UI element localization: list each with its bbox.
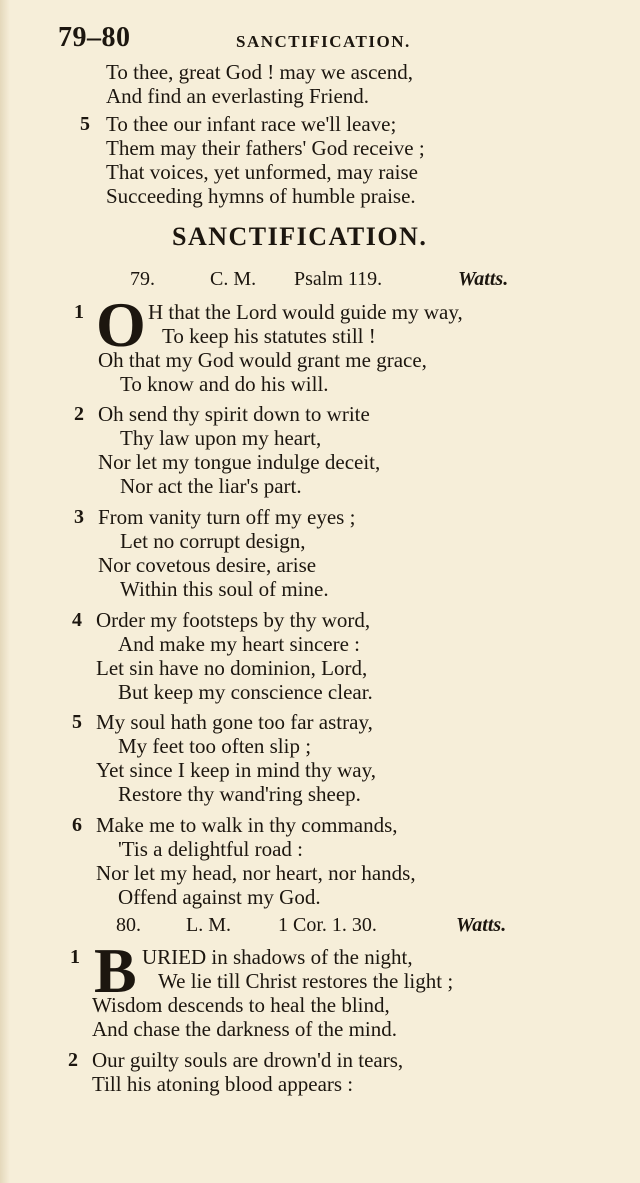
verse-line: Restore thy wand'ring sheep. [118,782,361,806]
verse-line: Within this soul of mine. [120,577,329,601]
verse-number: 5 [80,113,90,135]
verse-line: To keep his statutes still ! [162,324,376,348]
verse-line: Let sin have no dominion, Lord, [96,656,368,680]
verse-line: Offend against my God. [118,885,321,909]
drop-cap: O [96,289,146,360]
verse-line: Oh that my God would grant me grace, [98,348,427,372]
verse-line: My soul hath gone too far astray, [96,710,373,734]
verse-line: But keep my conscience clear. [118,680,373,704]
page-number: 79–80 [58,22,131,53]
hymn-author: Watts. [456,914,507,936]
verse-line: Make me to walk in thy commands, [96,813,398,837]
verse-line: Order my footsteps by thy word, [96,608,371,632]
verse-line: Nor covetous desire, arise [98,553,317,577]
page-edge-shadow [0,0,10,1183]
verse-line: Oh send thy spirit down to write [98,402,370,426]
verse-line: Nor act the liar's part. [120,474,302,498]
verse-line: From vanity turn off my eyes ; [98,505,356,529]
hymn-79-header [72,268,592,294]
verse-line: 'Tis a delightful road : [118,837,304,861]
verse-line: Nor let my head, nor heart, nor hands, [96,861,416,885]
verse-line: To know and do his will. [120,372,329,396]
page-header [58,22,578,56]
hymn-author: Watts. [458,268,509,290]
hymn-meter: L. M. [186,914,231,936]
verse-line: Succeeding hymns of humble praise. [106,184,416,208]
verse-line: Nor let my tongue indulge deceit, [98,450,381,474]
hymn-source: 1 Cor. 1. 30. [278,914,377,936]
section-title: SANCTIFICATION. [172,222,428,251]
drop-cap: B [94,935,137,1006]
verse-number: 5 [72,711,82,733]
verse-line: Yet since I keep in mind thy way, [96,758,376,782]
verse-number: 1 [70,946,80,968]
verse-number: 3 [74,506,84,528]
verse-line: We lie till Christ restores the light ; [158,969,454,993]
verse-line: And chase the darkness of the mind. [92,1017,398,1041]
verse-line: To thee our infant race we'll leave; [106,112,397,136]
running-title: SANCTIFICATION. [236,32,411,51]
verse-line: My feet too often slip ; [118,734,312,758]
verse-line: URIED in shadows of the night, [142,945,413,969]
verse-number: 6 [72,814,82,836]
verse-number: 2 [68,1049,78,1071]
verse-line: Them may their fathers' God receive ; [106,136,425,160]
verse-line: Thy law upon my heart, [120,426,322,450]
hymn-meter: C. M. [210,268,257,290]
hymn-number: 79. [130,268,155,290]
verse-line: And find an everlasting Friend. [106,84,370,108]
verse-number: 2 [74,403,84,425]
verse-line: Let no corrupt design, [120,529,306,553]
verse-line: H that the Lord would guide my way, [148,300,463,324]
verse-number: 1 [74,301,84,323]
verse-line: Wisdom descends to heal the blind, [92,993,390,1017]
verse-number: 4 [72,609,82,631]
hymn-80-header [72,914,592,940]
verse-line: That voices, yet unformed, may raise [106,160,418,184]
verse-line: Till his atoning blood appears : [92,1072,354,1096]
hymn-source: Psalm 119. [294,268,383,290]
verse-line: And make my heart sincere : [118,632,360,656]
verse-line: To thee, great God ! may we ascend, [106,60,413,84]
verse-line: Our guilty souls are drown'd in tears, [92,1048,404,1072]
hymn-number: 80. [116,914,141,936]
